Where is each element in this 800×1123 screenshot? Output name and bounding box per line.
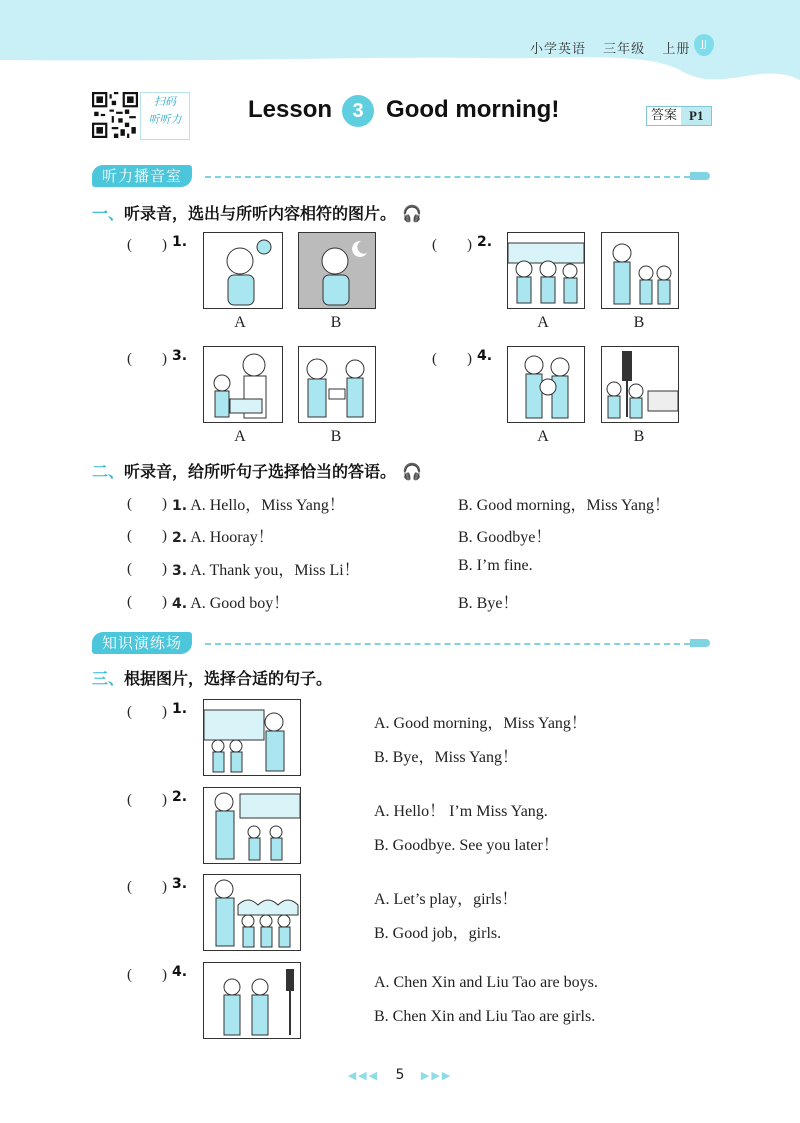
option-label-b: B [633, 428, 645, 445]
picture-1b[interactable] [298, 232, 376, 309]
part1-heading [92, 201, 422, 224]
part3-instruction: 根据图片，选择合适的句子。 [124, 669, 333, 688]
picture-4a[interactable] [507, 346, 585, 423]
scan-label-line1: 扫码 [154, 95, 176, 108]
answer-blank[interactable]: ( ) [432, 237, 472, 253]
section-tag-practice: 知识演练场 [92, 632, 192, 654]
answer-blank[interactable]: ( ) [127, 561, 167, 577]
picture-p3-2[interactable] [203, 787, 301, 864]
answer-blank[interactable]: ( ) [432, 351, 472, 367]
option-row [172, 492, 345, 515]
left-arrows-icon: ◀◀◀ [347, 1069, 380, 1082]
picture-p3-1[interactable] [203, 699, 301, 776]
picture-2b[interactable] [601, 232, 679, 309]
option-a-text: A. Hello，Miss Yang！ [190, 497, 345, 514]
headphones-icon: 🎧 [402, 462, 422, 481]
option-label-a: A [537, 428, 549, 445]
pencil-icon [690, 172, 710, 180]
option-b-text: B. Good morning，Miss Yang！ [458, 497, 671, 514]
option-a-text: A. Good morning，Miss Yang！ [374, 715, 587, 732]
item-number: 3. [172, 876, 188, 892]
answer-page: P1 [681, 107, 711, 125]
item-number: 1. [172, 498, 188, 514]
item-number: 4. [477, 348, 493, 364]
item-number: 2. [477, 234, 493, 250]
lesson-number: 3 [342, 95, 374, 127]
item-number: 4. [172, 964, 188, 980]
item-number: 1. [172, 701, 188, 717]
lesson-prefix: Lesson [248, 96, 333, 123]
option-b-text: B. Chen Xin and Liu Tao are girls. [374, 1008, 596, 1025]
section-divider [205, 643, 690, 645]
part1-instruction: 听录音，选出与所听内容相符的图片。 [124, 204, 397, 223]
picture-3a[interactable] [203, 346, 283, 423]
page-footer [0, 1067, 800, 1083]
qr-code-icon[interactable] [92, 92, 138, 138]
picture-p3-4[interactable] [203, 962, 301, 1039]
part2-number: 二、 [92, 462, 125, 481]
part3-heading [92, 666, 332, 689]
picture-4b[interactable] [601, 346, 679, 423]
item-number: 1. [172, 234, 188, 250]
option-label-a: A [234, 428, 246, 445]
option-label-b: B [330, 428, 342, 445]
option-row [172, 590, 289, 613]
scan-label-line2: 听听力 [148, 113, 182, 126]
edition-badge: JJ [694, 34, 714, 56]
header-grade-text: 三年级 [603, 42, 646, 57]
header-volume-text: 上册 [662, 42, 691, 57]
item-number: 3. [172, 563, 188, 579]
item-number: 4. [172, 596, 188, 612]
option-b-text: B. Bye！ [458, 595, 519, 612]
answer-blank[interactable]: ( ) [127, 237, 167, 253]
option-b-text: B. Goodbye. See you later！ [374, 837, 559, 854]
picture-1a[interactable] [203, 232, 283, 309]
part3-number: 三、 [92, 669, 125, 688]
answer-blank[interactable]: ( ) [127, 528, 167, 544]
lesson-title [248, 95, 559, 127]
answer-reference [646, 106, 712, 126]
headphones-icon: 🎧 [402, 204, 422, 223]
picture-2a[interactable] [507, 232, 585, 309]
option-b-text: B. Bye，Miss Yang！ [374, 749, 519, 766]
answer-label: 答案 [647, 107, 681, 125]
item-number: 2. [172, 789, 188, 805]
item-number: 3. [172, 348, 188, 364]
option-a-text: A. Thank you，Miss Li！ [190, 562, 360, 579]
option-label-b: B [633, 314, 645, 331]
picture-3b[interactable] [298, 346, 376, 423]
answer-blank[interactable]: ( ) [127, 594, 167, 610]
option-b-text: B. I’m fine. [458, 557, 533, 574]
section-tag-listening: 听力播音室 [92, 165, 192, 187]
page-number: 5 [395, 1067, 405, 1083]
answer-blank[interactable]: ( ) [127, 967, 167, 983]
part1-number: 一、 [92, 204, 125, 223]
header-subject [530, 38, 702, 57]
option-label-a: A [234, 314, 246, 331]
option-a-text: A. Hooray！ [190, 529, 274, 546]
answer-blank[interactable]: ( ) [127, 496, 167, 512]
option-a-text: A. Let’s play，girls！ [374, 891, 518, 908]
answer-blank[interactable]: ( ) [127, 704, 167, 720]
option-row [172, 557, 360, 580]
option-a-text: A. Good boy！ [190, 595, 290, 612]
item-number: 2. [172, 530, 188, 546]
option-b-text: B. Good job，girls. [374, 925, 502, 942]
option-b-text: B. Goodbye！ [458, 529, 552, 546]
right-arrows-icon: ▶▶▶ [420, 1069, 453, 1082]
lesson-name: Good morning! [386, 96, 560, 123]
picture-p3-3[interactable] [203, 874, 301, 951]
pencil-icon [690, 639, 710, 647]
option-row [172, 524, 274, 547]
answer-blank[interactable]: ( ) [127, 879, 167, 895]
answer-blank[interactable]: ( ) [127, 351, 167, 367]
option-a-text: A. Hello！ I’m Miss Yang. [374, 803, 548, 820]
answer-blank[interactable]: ( ) [127, 792, 167, 808]
option-label-b: B [330, 314, 342, 331]
option-label-a: A [537, 314, 549, 331]
part2-heading [92, 459, 422, 482]
header-subject-text: 小学英语 [530, 42, 587, 57]
part2-instruction: 听录音，给所听句子选择恰当的答语。 [124, 462, 397, 481]
section-divider [205, 176, 690, 178]
option-a-text: A. Chen Xin and Liu Tao are boys. [374, 974, 598, 991]
scan-listen-label [140, 92, 190, 140]
